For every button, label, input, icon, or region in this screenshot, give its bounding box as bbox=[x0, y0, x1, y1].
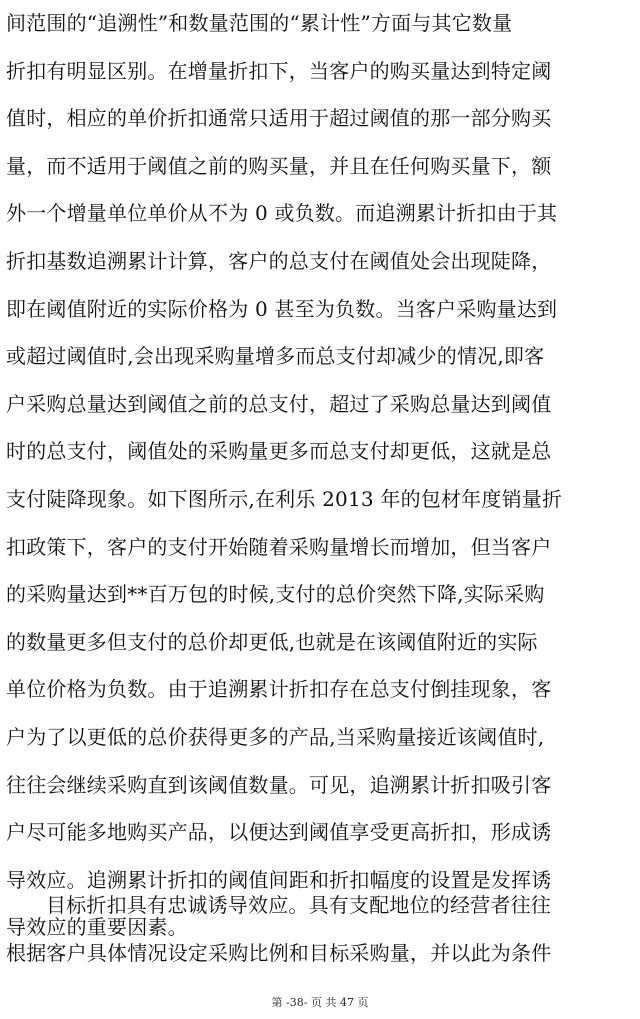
text-line: 量，而不适用于阈值之前的购买量，并且在任何购买量下，额 bbox=[6, 153, 552, 178]
text-line: 户采购总量达到阈值之前的总支付，超过了采购总量达到阈值 bbox=[6, 391, 552, 416]
text-line: 的数量更多但支付的总价却更低,也就是在该阈值附近的实际 bbox=[6, 629, 538, 654]
text-line: 单位价格为负数。由于追溯累计折扣存在总支付倒挂现象，客 bbox=[6, 677, 552, 702]
text-line: 往往会继续采购直到该阈值数量。可见，追溯累计折扣吸引客 bbox=[6, 772, 552, 797]
text-line: 扣政策下，客户的支付开始随着采购量增长而增加，但当客户 bbox=[6, 534, 552, 559]
text-line: 折扣有明显区别。在增量折扣下，当客户的购买量达到特定阈 bbox=[6, 58, 552, 83]
paragraph-1 bbox=[6, 0, 632, 952]
text-line: 外一个增量单位单价从不为 0 或负数。而追溯累计折扣由于其 bbox=[6, 201, 558, 226]
text-line: 导效应。追溯累计折扣的阈值间距和折扣幅度的设置是发挥诱 bbox=[6, 867, 552, 892]
text-line: 户尽可能多地购买产品，以便达到阈值享受更高折扣，形成诱 bbox=[6, 820, 552, 845]
paragraph-2 bbox=[6, 882, 632, 977]
page-number-footer: 第 -38- 页 共 47 页 bbox=[271, 996, 369, 1009]
text-line: 值时，相应的单价折扣通常只适用于超过阈值的那一部分购买 bbox=[6, 106, 552, 131]
text-line: 即在阈值附近的实际价格为 0 甚至为负数。当客户采购量达到 bbox=[6, 296, 558, 321]
text-line: 根据客户具体情况设定采购比例和目标采购量，并以此为条件 bbox=[6, 940, 552, 965]
text-line: 导效应的重要因素。 bbox=[6, 915, 188, 940]
text-line: 的采购量达到**百万包的时候,支付的总价突然下降,实际采购 bbox=[6, 582, 545, 607]
text-line: 目标折扣具有忠诚诱导效应。具有支配地位的经营者往往 bbox=[46, 893, 551, 917]
text-line: 折扣基数追溯累计计算，客户的总支付在阈值处会出现陡降， bbox=[6, 248, 552, 273]
text-line: 或超过阈值时,会出现采购量增多而总支付却减少的情况,即客 bbox=[6, 344, 545, 369]
text-line: 支付陡降现象。如下图所示,在利乐 2013 年的包材年度销量折 bbox=[6, 486, 563, 511]
text-line: 间范围的“追溯性”和数量范围的“累计性”方面与其它数量 bbox=[6, 11, 513, 35]
text-line: 户为了以更低的总价获得更多的产品,当采购量接近该阈值时, bbox=[6, 724, 545, 749]
text-line: 时的总支付，阈值处的采购量更多而总支付却更低，这就是总 bbox=[6, 439, 552, 464]
